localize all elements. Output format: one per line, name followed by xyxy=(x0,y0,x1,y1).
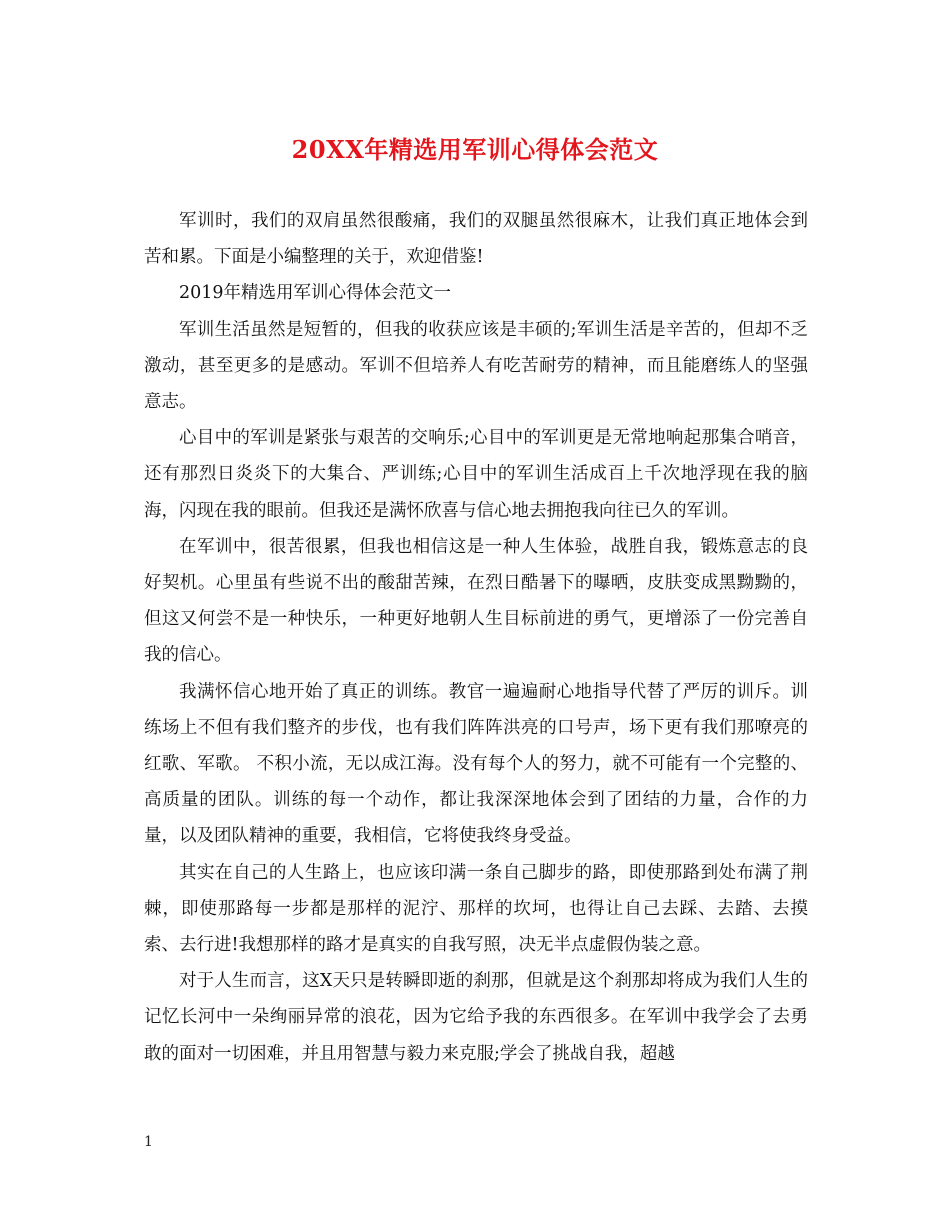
paragraph: 我满怀信心地开始了真正的训练。教官一遍遍耐心地指导代替了严厉的训斥。训练场上不但有我们整齐的步伐，也有我们阵阵洪亮的口号声，场下更有我们那嘹亮的红歌、军歌。 不积小流，无以成江海。没有每个人的努力，就不可能有一个完整的、高质量的团队。训练的每一个动作，都让我深深地体会到了团结的力量，合作的力量，以及团队精神的重要，我相信，它将使我终身受益。 xyxy=(144,681,808,847)
paragraph: 心目中的军训是紧张与艰苦的交响乐;心目中的军训更是无常地响起那集合哨音，还有那烈日炎炎下的大集合、严训练;心目中的军训生活成百上千次地浮现在我的脑海，闪现在我的眼前。但我还是满怀欣喜与信心地去拥抱我向往已久的军训。 xyxy=(144,428,808,521)
paragraph: 对于人生而言，这X天只是转瞬即逝的刹那，但就是这个刹那却将成为我们人生的记忆长河中一朵绚丽异常的浪花，因为它给予我的东西很多。在军训中我学会了去勇敢的面对一切困难，并且用智慧与毅力来克服;学会了挑战自我，超越 xyxy=(144,971,808,1064)
document-title: 20XX年精选用军训心得体会范文 xyxy=(291,135,659,164)
page-number: 1 xyxy=(144,1134,153,1150)
paragraph-intro: 军训时，我们的双肩虽然很酸痛，我们的双腿虽然很麻木，让我们真正地体会到苦和累。下面是小编整理的关于，欢迎借鉴! xyxy=(144,211,808,268)
paragraph: 在军训中，很苦很累，但我也相信这是一种人生体验，战胜自我，锻炼意志的良好契机。心里虽有些说不出的酸甜苦辣，在烈日酷暑下的曝晒，皮肤变成黑黝黝的，但这又何尝不是一种快乐，一种更好地朝人生目标前进的勇气，更增添了一份完善自我的信心。 xyxy=(144,536,808,666)
paragraph: 军训生活虽然是短暂的，但我的收获应该是丰硕的;军训生活是辛苦的，但却不乏激动，甚至更多的是感动。军训不但培养人有吃苦耐劳的精神，而且能磨练人的坚强意志。 xyxy=(144,319,808,413)
paragraph-section-heading: 2019年精选用军训心得体会范文一 xyxy=(179,283,452,304)
paragraph: 其实在自己的人生路上，也应该印满一条自己脚步的路，即使那路到处布满了荆棘，即使那路每一步都是那样的泥泞、那样的坎坷，也得让自己去踩、去踏、去摸索、去行进!我想那样的路才是真实的自我写照，决无半点虚假伪装之意。 xyxy=(144,862,808,956)
document-body xyxy=(144,203,808,1072)
